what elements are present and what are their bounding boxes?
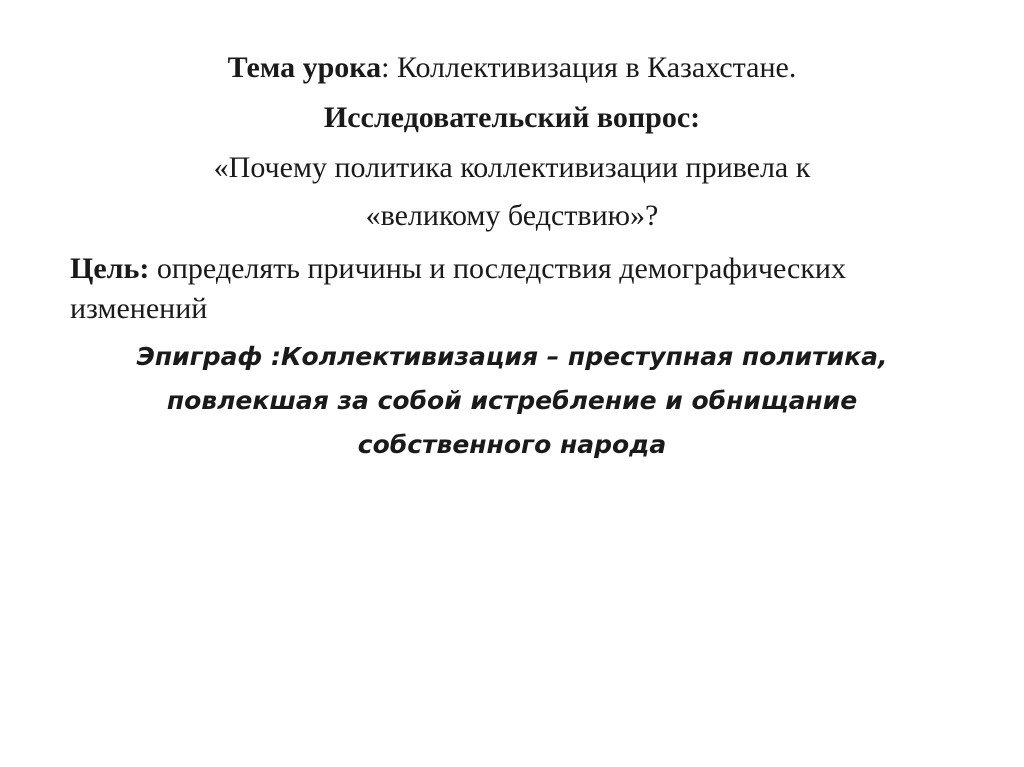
epigraph-line-2: повлекшая за собой истребление и обнищание <box>166 386 858 415</box>
epigraph-line-1: Эпиграф :Коллективизация – преступная политика, <box>136 342 888 371</box>
topic-label: Тема урока <box>227 51 382 84</box>
lesson-goal <box>70 249 970 329</box>
lesson-topic <box>0 51 1024 85</box>
epigraph <box>90 335 934 467</box>
topic-text: Коллективизация в Казахстане. <box>396 51 797 84</box>
research-question-line-2: «великому бедствию»? <box>365 199 659 232</box>
research-question-line-1: «Почему политика коллективизации привела к <box>213 151 811 184</box>
goal-text: определять причины и последствия демографических изменений <box>70 252 846 325</box>
goal-label: Цель: <box>70 252 150 285</box>
epigraph-line-3: собственного народа <box>357 430 667 459</box>
research-question-label: Исследовательский вопрос: <box>323 101 701 134</box>
topic-separator: : <box>381 51 397 84</box>
